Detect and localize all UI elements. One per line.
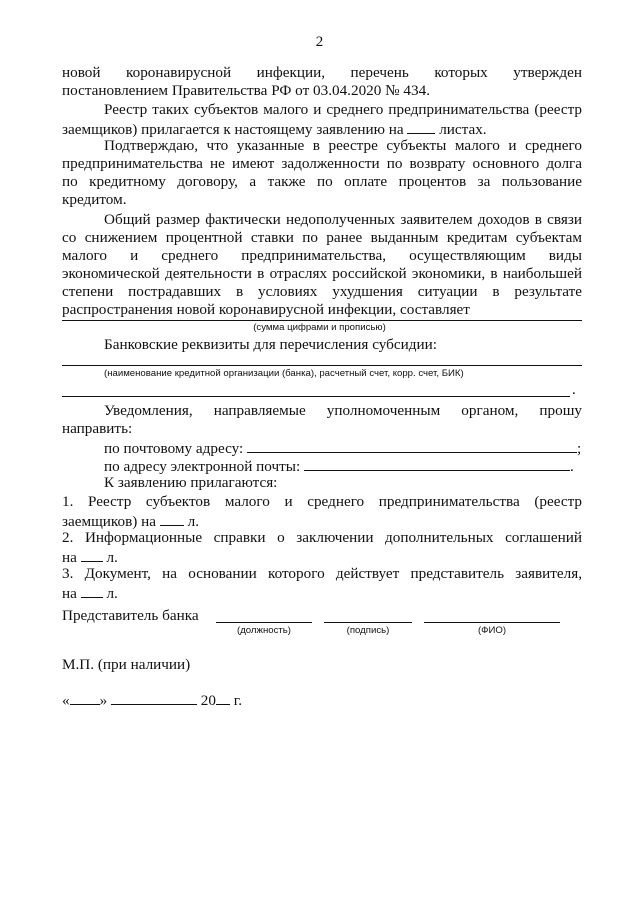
date-row <box>62 690 362 710</box>
date-open-quote: « <box>62 692 70 709</box>
seal-note: М.П. (при наличии) <box>62 656 191 673</box>
amount-caption: (сумма цифрами и прописью) <box>253 322 386 333</box>
email-address-end: . <box>569 458 574 475</box>
paragraph-3-line-3: по кредитному договору, а также по оплате процентов за пользование <box>62 173 582 190</box>
attachment-2-text: на <box>62 549 77 566</box>
attachment-2-sheets-field[interactable] <box>81 547 103 562</box>
bank-details-label: Банковские реквизиты для перечисления субсидии: <box>104 336 437 353</box>
date-day-field[interactable] <box>70 690 100 705</box>
email-address-field[interactable] <box>304 456 570 471</box>
paragraph-2-line-2 <box>62 119 582 139</box>
attachments-heading: К заявлению прилагаются: <box>104 474 278 491</box>
bank-details-caption: (наименование кредитной организации (банка), расчетный счет, корр. счет, БИК) <box>104 368 464 379</box>
bank-details-end-mark: . <box>572 381 576 398</box>
position-caption: (должность) <box>237 625 291 636</box>
attachment-3-suffix: л. <box>106 585 118 602</box>
signature-caption: (подпись) <box>346 625 390 636</box>
paragraph-2-line-1: Реестр таких субъектов малого и среднего предпринимательства (реестр <box>104 101 582 118</box>
full-name-caption: (ФИО) <box>477 625 507 636</box>
paragraph-4-line-4: экономической деятельности в отраслях российской экономики, в наибольшей <box>62 265 582 282</box>
bank-details-field-line[interactable] <box>62 365 582 366</box>
attachment-3-sheets-field[interactable] <box>81 583 103 598</box>
attachment-2-line-2 <box>62 547 582 567</box>
attachment-2-suffix: л. <box>106 549 118 566</box>
notifications-line-2: направить: <box>62 420 133 437</box>
position-field-line[interactable] <box>216 622 312 623</box>
postal-address-end: ; <box>577 440 582 457</box>
attachment-1-suffix: л. <box>187 513 199 530</box>
page-number: 2 <box>315 34 324 50</box>
full-name-field-line[interactable] <box>424 622 560 623</box>
postal-address-label: по почтовому адресу: <box>104 440 244 457</box>
signature-field-line[interactable] <box>324 622 412 623</box>
bank-details-field-line-2[interactable] <box>62 396 570 397</box>
bank-representative-label: Представитель банка <box>62 607 199 624</box>
attachment-1-line-1: 1. Реестр субъектов малого и среднего предпринимательства (реестр <box>62 493 582 510</box>
paragraph-2-suffix: листах. <box>439 121 487 138</box>
date-month-field[interactable] <box>111 690 197 705</box>
attachment-2-line-1: 2. Информационные справки о заключении дополнительных соглашений <box>62 529 582 546</box>
amount-field-line[interactable] <box>62 320 582 321</box>
paragraph-4-line-3: малого и среднего предпринимательства, осуществляющим виды <box>62 247 582 264</box>
attachment-3-line-1: 3. Документ, на основании которого действует представитель заявителя, <box>62 565 582 582</box>
date-year-suffix: г. <box>233 692 243 709</box>
attachment-1-line-2 <box>62 511 582 531</box>
paragraph-4-line-6: распространения новой коронавирусной инфекции, составляет <box>62 301 470 318</box>
paragraph-3-line-2: предпринимательства не имеют задолженности по возврату основного долга <box>62 155 582 172</box>
paragraph-2-text: заемщиков) прилагается к настоящему заявлению на <box>62 121 404 138</box>
paragraph-3-line-4: кредитом. <box>62 191 127 208</box>
paragraph-1-line-1: новой коронавирусной инфекции, перечень которых утвержден <box>62 64 582 81</box>
postal-address-row <box>104 438 582 458</box>
paragraph-4-line-1: Общий размер фактически недополученных заявителем доходов в связи <box>104 211 582 228</box>
postal-address-field[interactable] <box>247 438 577 453</box>
attachment-1-sheets-field[interactable] <box>160 511 184 526</box>
email-address-row <box>104 456 582 476</box>
date-year-prefix: 20 <box>200 692 216 709</box>
attachment-3-text: на <box>62 585 77 602</box>
paragraph-3-line-1: Подтверждаю, что указанные в реестре субъекты малого и среднего <box>104 137 582 154</box>
notifications-line-1: Уведомления, направляемые уполномоченным органом, прошу <box>104 402 582 419</box>
paragraph-4-line-2: со снижением процентной ставки по ранее выданным кредитам субъектам <box>62 229 582 246</box>
sheet-count-blank[interactable] <box>407 119 435 134</box>
paragraph-1-line-2: постановлением Правительства РФ от 03.04.2020 № 434. <box>62 82 431 99</box>
email-address-label: по адресу электронной почты: <box>104 458 301 475</box>
date-year-field[interactable] <box>216 690 230 705</box>
paragraph-4-line-5: степени пострадавших в условиях ухудшения ситуации в результате <box>62 283 582 300</box>
date-close-quote: » <box>99 692 108 709</box>
attachment-3-line-2 <box>62 583 582 603</box>
attachment-1-text: заемщиков) на <box>62 513 157 530</box>
